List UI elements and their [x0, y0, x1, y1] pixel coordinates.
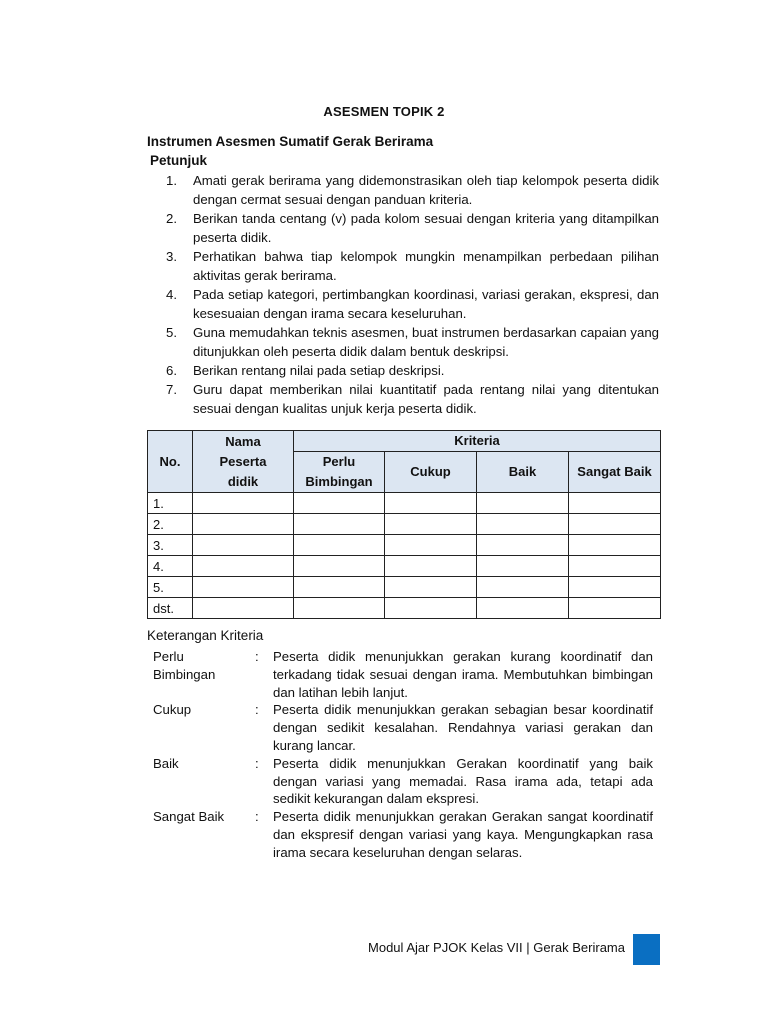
criteria-item-sangat-baik: Sangat Baik : Peserta didik menunjukkan gerakan Gerakan sangat koordinatif dan ekspresif dengan variasi yang kaya. Mengungkapkan rasa irama secara keseluruhan dengan selaras.: [153, 809, 653, 860]
criteria-item-baik: Baik : Peserta didik menunjukkan Gerakan koordinatif yang baik dengan variasi yang memadai. Rasa irama ada, tetapi ada sedikit kekurangan dalam ekspresi.: [153, 755, 653, 807]
page-footer: Modul Ajar PJOK Kelas VII | Gerak Berirama: [368, 940, 625, 955]
assessment-table: [147, 430, 661, 619]
header-nama: Nama Peserta didik: [193, 431, 294, 493]
header-cukup: Cukup: [385, 452, 477, 493]
list-item: 6. Berikan rentang nilai pada setiap deskripsi.: [166, 363, 445, 378]
list-item: 2. Berikan tanda centang (v) pada kolom sesuai dengan kriteria yang ditampilkan peserta didik.: [166, 211, 659, 245]
table-row: dst.: [148, 598, 661, 619]
page-marker: [633, 934, 660, 965]
section-subtitle: Instrumen Asesmen Sumatif Gerak Berirama: [147, 134, 434, 149]
header-kriteria: Kriteria: [294, 431, 661, 452]
list-item: 5. Guna memudahkan teknis asesmen, buat instrumen berdasarkan capaian yang ditunjukkan oleh peserta didik dalam bentuk deskripsi.: [166, 325, 659, 359]
instruction-list: [166, 171, 659, 418]
criteria-legend: [153, 648, 653, 862]
criteria-legend-title: Keterangan Kriteria: [147, 628, 264, 643]
list-item: 1. Amati gerak berirama yang didemonstrasikan oleh tiap kelompok peserta didik dengan cermat sesuai dengan panduan kriteria.: [166, 173, 659, 207]
table-row: 5.: [148, 577, 661, 598]
header-sangat-baik: Sangat Baik: [569, 452, 661, 493]
list-item: 7. Guru dapat memberikan nilai kuantitatif pada rentang nilai yang ditentukan sesuai dengan kualitas unjuk kerja peserta didik.: [166, 382, 659, 416]
page-title: ASESMEN TOPIK 2: [323, 104, 445, 119]
header-perlu-bimbingan: Perlu Bimbingan: [294, 452, 385, 493]
criteria-item-perlu-bimbingan: Perlu Bimbingan : Peserta didik menunjukkan gerakan kurang koordinatif dan terkadang tidak sesuai dengan irama. Membutuhkan bimbingan dan latihan lebih lanjut.: [153, 649, 653, 700]
table-row: 1.: [148, 493, 661, 514]
table-row: 4.: [148, 556, 661, 577]
table-row: 3.: [148, 535, 661, 556]
table-row: 2.: [148, 514, 661, 535]
criteria-item-cukup: Cukup : Peserta didik menunjukkan gerakan sebagian besar koordinatif dengan sedikit kesalahan. Rendahnya variasi gerakan dan kurang lancar.: [153, 702, 653, 753]
header-no: No.: [148, 431, 193, 493]
header-baik: Baik: [477, 452, 569, 493]
list-item: 4. Pada setiap kategori, pertimbangkan koordinasi, variasi gerakan, ekspresi, dan kesesuaian dengan irama secara keseluruhan.: [166, 287, 659, 321]
list-item: 3. Perhatikan bahwa tiap kelompok mungkin menampilkan perbedaan pilihan aktivitas gerak berirama.: [166, 249, 659, 283]
instructions-heading: Petunjuk: [150, 153, 208, 168]
